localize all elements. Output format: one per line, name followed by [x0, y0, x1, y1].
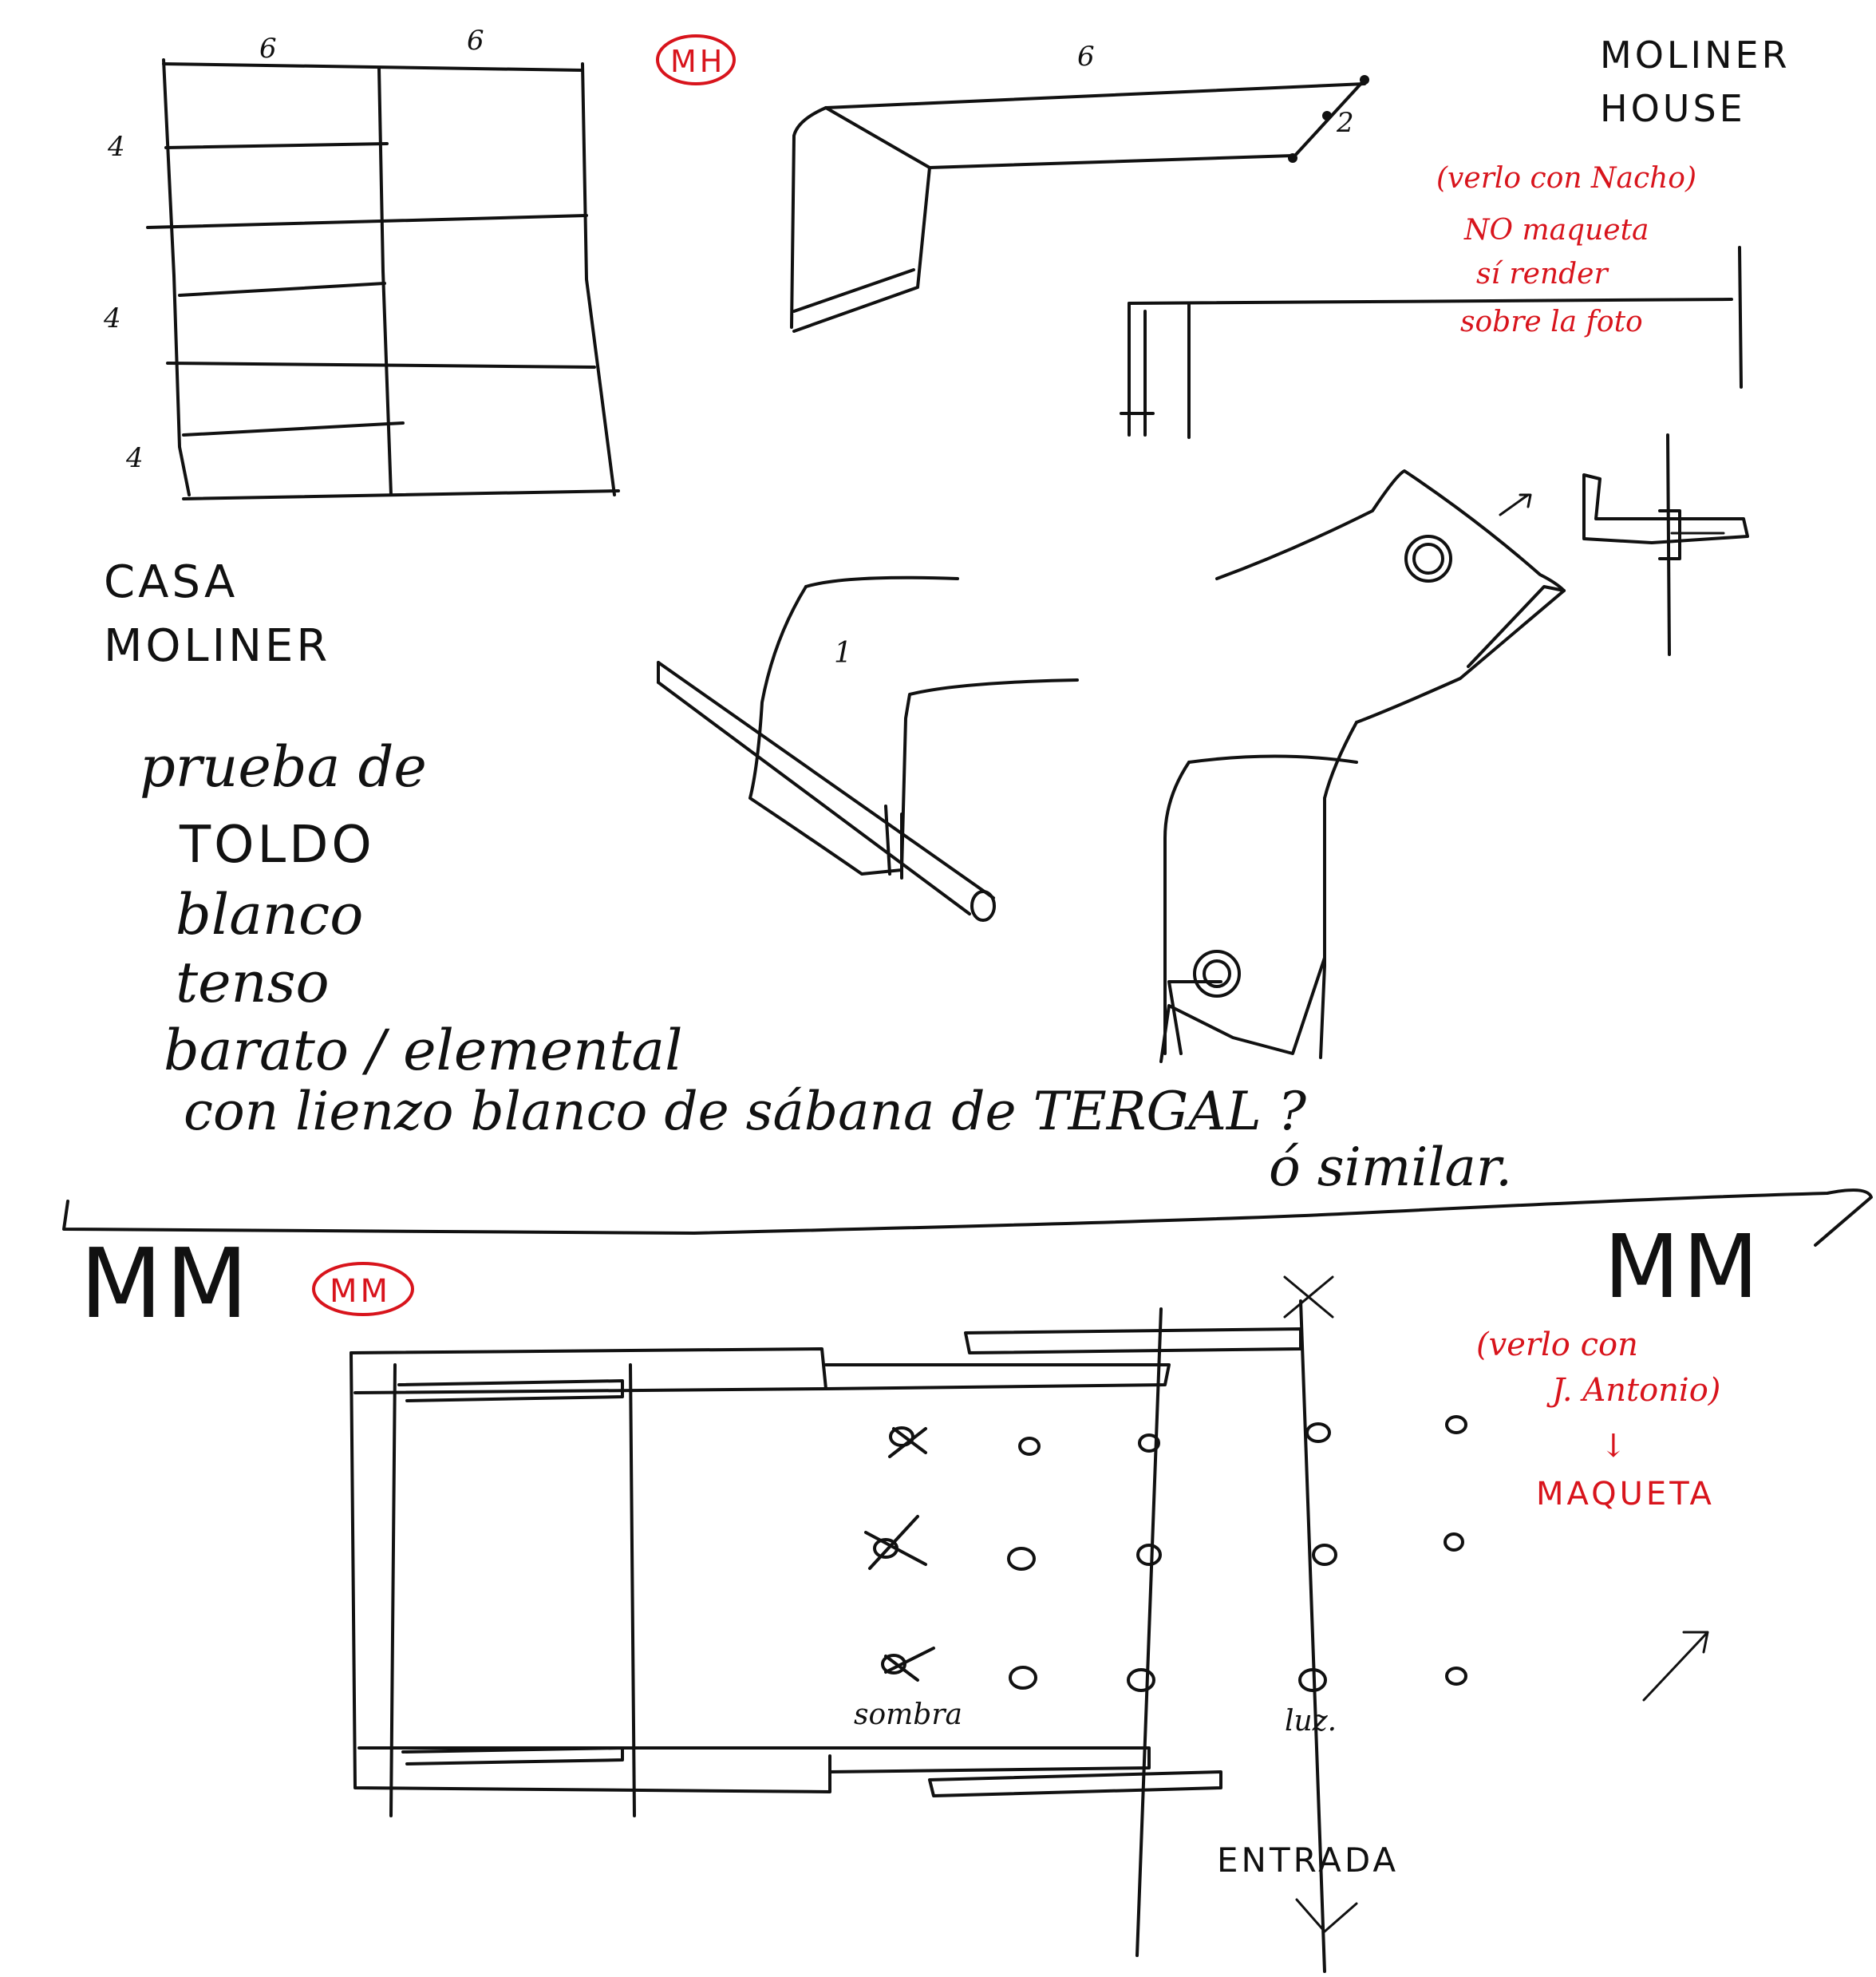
bottom-monogram: MM — [80, 1229, 252, 1340]
awning-sketch-right — [1161, 471, 1564, 1062]
bottom-red-maqueta: MAQUETA — [1536, 1476, 1715, 1512]
section-divider — [64, 1190, 1871, 1245]
note-red-line3: sí render — [1476, 258, 1608, 291]
label-entrada: ENTRADA — [1217, 1841, 1400, 1880]
note-line-barato: barato / elemental — [164, 1018, 683, 1083]
title-casa: CASA — [104, 556, 239, 608]
plan-dim-col1: 6 — [259, 33, 277, 65]
column-grid — [866, 1417, 1466, 1690]
label-sombra: sombra — [854, 1698, 963, 1731]
label-luz: luz. — [1285, 1705, 1337, 1738]
mh-badge — [658, 36, 734, 84]
plan-dim-row3: 4 — [126, 442, 144, 474]
plan-dim-row1: 4 — [108, 131, 125, 163]
note-line-lienzo: con lienzo blanco de sábana de TERGAL ? — [184, 1081, 1307, 1142]
note-line-blanco: blanco — [176, 882, 364, 947]
toldo-handwritten-note — [140, 734, 1512, 1198]
title-moliner: MOLINER — [104, 620, 331, 672]
note-red-line4: sobre la foto — [1460, 306, 1643, 338]
note-line-similar: ó similar. — [1269, 1137, 1513, 1198]
plan-dim-col2: 6 — [467, 25, 484, 57]
section-detail-sketch — [1121, 247, 1741, 437]
mh-badge-text: MH — [670, 44, 726, 79]
bottom-red-arrow: ↓ — [1600, 1428, 1627, 1465]
plan-grid-sketch — [103, 25, 618, 499]
perspective-dim-depth: 2 — [1337, 107, 1354, 139]
note-red-line2: NO maqueta — [1464, 214, 1649, 247]
note-moliner: MOLINER — [1600, 34, 1791, 77]
perspective-dim-length: 6 — [1077, 41, 1095, 73]
mm-badge-text: MM — [330, 1273, 392, 1310]
plan-dim-row2: 4 — [104, 302, 121, 334]
bottom-monogram-right: MM — [1604, 1216, 1762, 1318]
perspective-label-1: 1 — [834, 637, 852, 670]
awning-sketch-left — [658, 578, 1077, 920]
bottom-red-line1: (verlo con — [1476, 1327, 1638, 1363]
note-line-toldo: TOLDO — [180, 816, 375, 875]
site-plan-sketch — [351, 1277, 1708, 1971]
connection-detail-sketch — [1500, 435, 1748, 654]
note-line-prueba: prueba de — [140, 734, 427, 800]
note-line-tenso: tenso — [176, 950, 330, 1015]
perspective-canopy-sketch — [792, 41, 1369, 331]
note-house: HOUSE — [1600, 87, 1746, 130]
mm-badge — [314, 1263, 413, 1315]
note-red-line1: (verlo con Nacho) — [1436, 162, 1697, 195]
bottom-red-line2: J. Antonio) — [1552, 1372, 1721, 1409]
